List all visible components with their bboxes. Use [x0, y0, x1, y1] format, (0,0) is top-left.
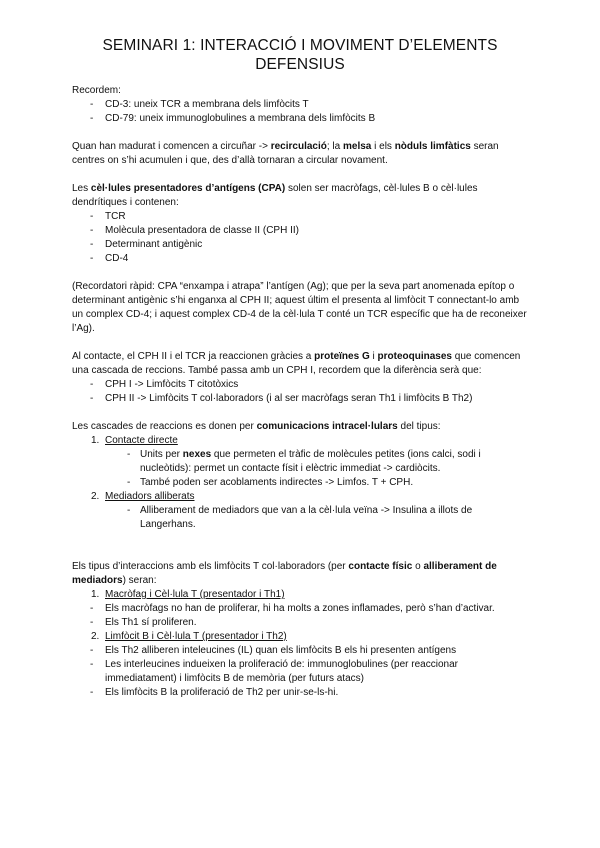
list-item: - TCR	[72, 210, 528, 224]
recordem-list	[72, 98, 528, 126]
cascades-list	[72, 434, 528, 532]
list-item: - Determinant antigènic	[72, 238, 528, 252]
cph-list	[72, 378, 528, 406]
page-title	[72, 36, 528, 74]
macrofag-list	[72, 602, 528, 630]
contacte-paragraph: Al contacte, el CPH II i el TCR ja reaccionen gràcies a proteïnes G i proteoquinases que comencen una cascada de reccions. També passa amb un CPH I, recordem que la diferència serà que:	[72, 351, 521, 376]
list-item: - També poden ser acoblaments indirectes -> Limfos. T + CPH.	[72, 476, 528, 490]
list-item: - Els limfòcits B la proliferació de Th2 per unir-se-ls-hi.	[72, 686, 528, 700]
list-item: - Alliberament de mediadors que van a la cèl·lula veïna -> Insulina a illots de Langerhans.	[72, 504, 528, 532]
list-item: - CD-3: uneix TCR a membrana dels limfòcits T	[72, 98, 528, 112]
list-item: 2. Mediadors alliberats - Alliberament de mediadors que van a la cèl·lula veïna -> Insulina a illots de Langerhans.	[72, 490, 528, 532]
title-line-1: SEMINARI 1: INTERACCIÓ I MOVIMENT D’ELEMENTS	[102, 37, 498, 54]
list-item: - Molècula presentadora de classe II (CPH II)	[72, 224, 528, 238]
limfocit-b-list	[72, 644, 528, 700]
cpa-paragraph: Les cèl·lules presentadores d’antígens (CPA) solen ser macròfags, cèl·lules B o cèl·lules dendrítiques i contenen:	[72, 183, 478, 208]
recirculacio-paragraph: Quan han madurat i comencen a circuñar -> recirculació; la melsa i els nòduls limfàtics seran centres on s’hi acumulen i que, des d’allà tornaran a circular novament.	[72, 141, 499, 166]
contacte-directe-heading: Contacte directe	[105, 435, 178, 446]
list-item: - CPH I -> Limfòcits T citotòxics	[72, 378, 528, 392]
cpa-list	[72, 210, 528, 266]
list-item: - Els Th2 alliberen inteleucines (IL) quan els limfòcits B els hi presenten antígens	[72, 644, 528, 658]
list-item: - CD-4	[72, 252, 528, 266]
title-line-2: DEFENSIUS	[255, 56, 345, 73]
limfocit-b-heading: Limfòcit B i Cèl·lula T (presentador i Th2)	[105, 631, 287, 642]
interaccions-list-1	[72, 588, 528, 602]
recordatori-paragraph: (Recordatori ràpid: CPA “enxampa i atrapa” l’antígen (Ag); que per la seva part anomenada epítop o determinant antigènic s’hi enganxa al CPH II; aquest últim el presenta al limfòcit T connectant-lo amb un complex CD-4; i aquest complex CD-4 de la cèl·lula T conté un TCR específic que ha de reconeixer l’Ag).	[72, 281, 527, 334]
cascades-paragraph: Les cascades de reaccions es donen per comunicacions intracel·lulars del tipus:	[72, 421, 441, 432]
list-item: 1. Contacte directe - Units per nexes que permeten el tràfic de molècules petites (ions calci, sodi i nucleòtids): permet un contacte físit i elèctric immediat -> cardiòcits. - També poden ser acoblaments indirectes -> Limfos. T + CPH.	[72, 434, 528, 490]
list-item: - CPH II -> Limfòcits T col·laboradors (i al ser macròfags seran Th1 i limfòcits B Th2)	[72, 392, 528, 406]
list-item: - CD-79: uneix immunoglobulines a membrana dels limfòcits B	[72, 112, 528, 126]
mediadors-heading: Mediadors alliberats	[105, 491, 195, 502]
interaccions-list-2	[72, 630, 528, 644]
recordem-label: Recordem:	[72, 85, 121, 96]
list-item: - Units per nexes que permeten el tràfic de molècules petites (ions calci, sodi i nucleòtids): permet un contacte físit i elèctric immediat -> cardiòcits.	[72, 448, 528, 476]
macrofag-heading: Macròfag i Cèl·lula T (presentador i Th1)	[105, 589, 285, 600]
list-item: - Els Th1 sí proliferen.	[72, 616, 528, 630]
list-item: 2. Limfòcit B i Cèl·lula T (presentador i Th2)	[91, 631, 287, 642]
list-item: 1. Macròfag i Cèl·lula T (presentador i Th1)	[91, 589, 285, 600]
list-item: - Les interleucines indueixen la proliferació de: immunoglobulines (per reaccionar immediatament) i limfòcits B de memòria (per futurs atacs)	[72, 658, 528, 686]
interaccions-paragraph: Els tipus d’interaccions amb els limfòcits T col·laboradors (per contacte físic o alliberament de mediadors) seran:	[72, 561, 497, 586]
list-item: - Els macròfags no han de proliferar, hi ha molts a zones inflamades, però s’han d’activar.	[72, 602, 528, 616]
